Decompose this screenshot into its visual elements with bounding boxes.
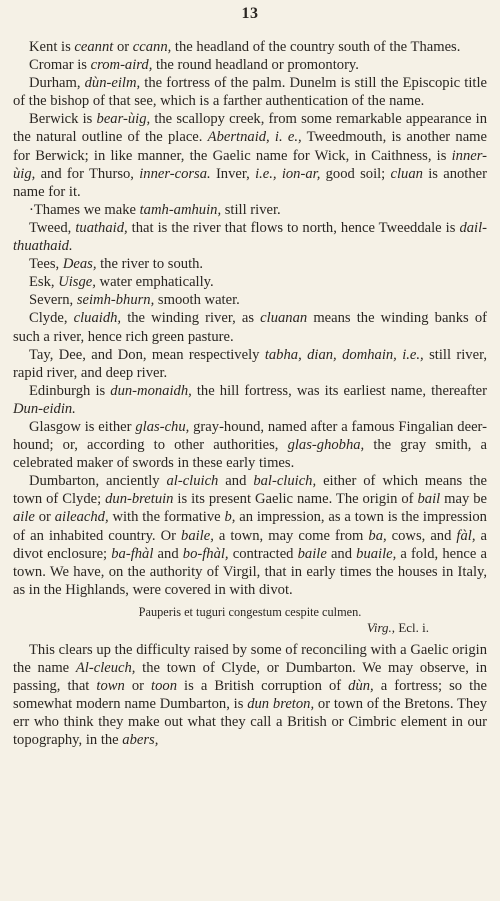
- text-run: that is the river that flows to north, hence Tweeddale is: [127, 219, 460, 236]
- text-run: the gray smith, a celebrated maker of swords in these early times.: [13, 437, 487, 472]
- paragraph: [13, 273, 487, 291]
- text-run: This clears up the difficulty raised by some of reconciling with a Gaelic origin the name: [13, 641, 487, 676]
- italic-term: abers,: [122, 732, 159, 749]
- attribution-author: Virg.,: [366, 619, 396, 635]
- text-run: the town of Clyde, or Dumbarton. We may observe, in passing, that: [13, 660, 487, 695]
- italic-term: tabha, dian, domhain, i.e.,: [264, 346, 424, 363]
- paragraph: [13, 219, 487, 255]
- paragraph: [13, 291, 487, 309]
- italic-term: inner-corsa.: [139, 165, 211, 182]
- paragraph: [13, 110, 487, 200]
- paragraph: [13, 201, 487, 219]
- text-run: and: [218, 473, 254, 490]
- text-run: the river to south.: [96, 256, 204, 273]
- italic-term: ccann,: [132, 39, 172, 55]
- italic-term: toon: [151, 678, 177, 695]
- paragraph: [13, 382, 487, 418]
- text-run: Edinburgh is: [29, 382, 111, 399]
- text-run: contracted: [228, 545, 298, 562]
- closing-paragraph: [13, 641, 487, 750]
- italic-term: Deas,: [62, 256, 97, 273]
- text-run: and for Thurso,: [35, 165, 140, 182]
- text-run: good soil;: [320, 165, 391, 182]
- text-run: with the formative: [108, 509, 225, 526]
- paragraph-list: [13, 38, 487, 599]
- paragraph: [13, 56, 487, 74]
- italic-term: baile,: [181, 527, 214, 544]
- italic-term: dun breton,: [247, 696, 315, 713]
- italic-term: Uisge,: [58, 274, 96, 291]
- text-run: water emphatically.: [95, 274, 214, 291]
- text-run: the winding river, as: [121, 310, 261, 327]
- text-run: the scallopy creek, from some remarkable appearance in the natural outline of the place.: [13, 111, 487, 146]
- italic-term: aile: [13, 509, 35, 526]
- text-run: is another name for it.: [13, 165, 487, 200]
- italic-term: i.e., ion-ar,: [255, 165, 321, 182]
- body-text: [13, 38, 487, 749]
- italic-term: bail: [417, 491, 441, 508]
- text-run: Tweed,: [29, 219, 76, 236]
- paragraph: [13, 346, 487, 382]
- italic-term: glas-chu,: [135, 418, 190, 435]
- text-run: may be: [440, 491, 487, 508]
- italic-term: buaile,: [356, 545, 397, 562]
- italic-term: town: [96, 678, 125, 695]
- text-run: or: [124, 678, 152, 695]
- page-number: 13: [241, 5, 259, 22]
- italic-term: ceannt: [74, 39, 114, 55]
- text-run: Tees,: [29, 256, 63, 273]
- quotation-attribution: [13, 620, 487, 636]
- text-run: a fold, hence a town. We have, on the authority of Virgil, that in early times the houses in Italy, as in the Highlands, were covered in with divot.: [13, 545, 487, 598]
- text-run: the headland of the country south of the Thames.: [171, 39, 461, 55]
- italic-term: baile: [297, 545, 327, 562]
- italic-term: b,: [224, 509, 236, 526]
- italic-term: bo-fhàl,: [182, 545, 229, 562]
- italic-term: dun-bretuin: [105, 491, 174, 508]
- italic-term: seimh-bhurn,: [76, 292, 155, 309]
- paragraph: [13, 472, 487, 599]
- italic-term: bal-cluich,: [253, 473, 317, 490]
- italic-term: al-cluich: [166, 473, 219, 490]
- italic-term: Dun-eidin.: [13, 400, 76, 417]
- paragraph: [13, 38, 487, 56]
- text-run: a town, may come from: [213, 527, 369, 544]
- text-run: and: [153, 545, 183, 562]
- text-run: the hill fortress, was its earliest name, thereafter: [191, 382, 487, 399]
- text-run: Cromar is: [29, 57, 91, 74]
- italic-term: tuathaid,: [75, 219, 128, 236]
- text-run: ·Thames we make: [29, 201, 140, 218]
- latin-quotation: Pauperis et tuguri congestum cespite culmen.: [138, 604, 362, 619]
- italic-term: fàl,: [456, 527, 476, 544]
- text-run: or: [34, 509, 55, 526]
- text-run: means the winding banks of such a river, hence rich green pasture.: [13, 310, 487, 345]
- text-run: is a British corruption of: [177, 678, 349, 695]
- text-run: Berwick is: [29, 111, 97, 128]
- italic-term: dun-monaidh,: [110, 382, 192, 399]
- paragraph: [13, 255, 487, 273]
- italic-term: dail-thuathaid.: [13, 219, 488, 255]
- italic-term: cluanan: [260, 310, 308, 327]
- attribution-work: Ecl. i.: [395, 619, 429, 635]
- text-run: and: [326, 545, 357, 562]
- text-run: the fortress of the palm. Dunelm is still the Episcopic title of the bishop of that see, which is a farther authentication of the name.: [13, 75, 487, 110]
- paragraph: [13, 74, 487, 110]
- text-run: Dumbarton, anciently: [29, 473, 167, 490]
- paragraph: [13, 418, 487, 472]
- italic-term: crom-aird,: [90, 57, 153, 74]
- italic-term: ba,: [368, 527, 387, 544]
- text-run: still river, rapid river, and deep river.: [13, 346, 487, 381]
- text-run: gray-hound, named after a famous Fingalian deer-hound; or, according to other authorities,: [13, 418, 487, 454]
- text-run: cows, and: [386, 527, 457, 544]
- text-run: Esk,: [29, 274, 59, 291]
- text-run: either of which means the town of Clyde;: [13, 473, 487, 508]
- text-run: smooth water.: [154, 292, 240, 309]
- italic-term: dùn-eilm,: [84, 75, 141, 92]
- italic-term: dùn,: [348, 678, 374, 695]
- text-run: Severn,: [29, 292, 77, 309]
- paragraph: [13, 309, 487, 345]
- text-run: Tay, Dee, and Don, mean respectively: [29, 346, 265, 363]
- italic-term: ba-fhàl: [111, 545, 154, 562]
- text-run: still river.: [221, 201, 281, 218]
- italic-term: Abertnaid, i. e.,: [207, 129, 302, 146]
- italic-term: aileachd,: [54, 509, 109, 526]
- italic-term: bear-ùig,: [96, 111, 151, 128]
- italic-term: glas-ghobha,: [287, 437, 365, 454]
- text-run: or: [113, 39, 133, 55]
- italic-term: cluan: [390, 165, 423, 182]
- text-run: Tweedmouth, is another name for Berwick; in like manner, the Gaelic name for Wick, in Caithness, is: [13, 129, 488, 164]
- text-run: Durham,: [29, 75, 85, 92]
- text-run: or town of the Bretons. They err who think they make out what they call a British or Cimbric element in our topography, in the: [13, 696, 487, 749]
- italic-term: Al-cleuch,: [75, 660, 136, 676]
- text-run: is its present Gaelic name. The origin of: [173, 491, 418, 508]
- text-run: a divot enclosure;: [13, 527, 487, 562]
- text-run: an impression, as a town is the impression of an inhabited country. Or: [13, 509, 487, 544]
- text-run: a fortress; so the somewhat modern name Dumbarton, is: [13, 678, 487, 713]
- italic-term: inner-ùig,: [13, 147, 487, 182]
- text-run: Glasgow is either: [29, 418, 136, 435]
- text-run: Clyde,: [29, 310, 74, 327]
- text-run: Kent is: [29, 39, 75, 55]
- text-run: the round headland or promontory.: [152, 57, 359, 74]
- italic-term: tamh-amhuin,: [139, 201, 222, 218]
- text-run: Inver,: [210, 165, 256, 182]
- italic-term: cluaidh,: [73, 310, 122, 327]
